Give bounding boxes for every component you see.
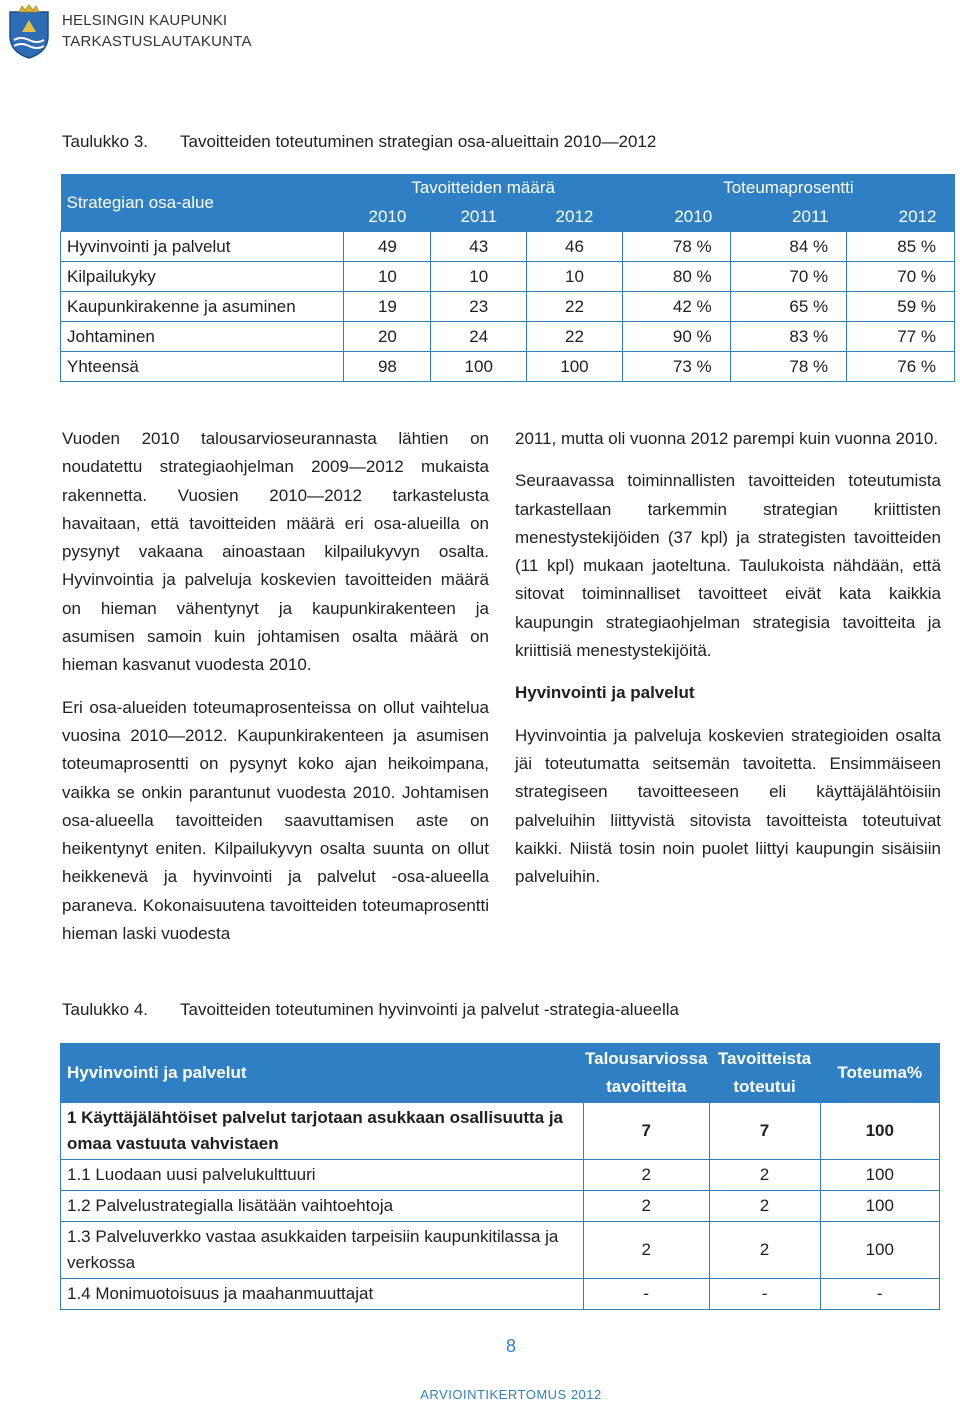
table-cell: -: [709, 1279, 820, 1310]
table-cell: 43: [431, 232, 527, 262]
table-cell: 85 %: [847, 232, 955, 262]
table-cell: 70 %: [847, 262, 955, 292]
row-label: 1.3 Palveluverkko vastaa asukkaiden tarpeisiin kaupunkitilassa ja verkossa: [61, 1222, 584, 1279]
col-realization-pct: Toteuma%: [820, 1044, 939, 1103]
table-cell: 2: [584, 1160, 710, 1191]
col-year: 2011: [792, 206, 829, 226]
table4-header-row: [61, 1044, 940, 1103]
table-row: [61, 1191, 940, 1222]
table-cell: 100: [431, 352, 527, 382]
table-cell: 19: [344, 292, 431, 322]
table3-header-row1: [61, 174, 955, 202]
table-cell: 42 %: [622, 292, 730, 322]
table-row: [61, 352, 955, 382]
col-year: 2010: [368, 206, 407, 226]
row-label: Kaupunkirakenne ja asuminen: [61, 292, 344, 322]
paragraph: 2011, mutta oli vuonna 2012 parempi kuin vuonna 2010.: [515, 429, 939, 448]
text-column-left: [62, 425, 489, 948]
row-label: Johtaminen: [61, 322, 344, 352]
paragraph: Eri osa-alueiden toteumaprosenteissa on ollut vaihtelua vuosina 2010—2012. Kaupunkirakenteen ja asumisen toteumaprosentti on pysynyt koko ajan heikoimpana, vaikka se onkin parantunut vuodesta 2010. Johtamisen osa-alueella tavoitteiden saavuttamisen aste on heikentynyt eniten. Kilpailukyvyn osalta suunta on ollut heikkenevä ja hyvinvointi ja palvelut -osa-alueella paraneva. Kokonaisuutena tavoitteiden toteumaprosentti hieman laski vuodesta: [62, 697, 489, 944]
table-cell: 100: [820, 1160, 939, 1191]
table-cell: 83 %: [730, 322, 846, 352]
table-cell: 22: [527, 292, 623, 322]
table-cell: 100: [820, 1103, 939, 1160]
table4-caption: [0, 1000, 960, 1024]
table-cell: 2: [584, 1222, 710, 1279]
page-number: 8: [505, 1336, 516, 1356]
row-label: Yhteensä: [61, 352, 344, 382]
table-cell: 98: [344, 352, 431, 382]
report-footer: ARVIOINTIKERTOMUS 2012: [420, 1387, 602, 1402]
table-row: [61, 262, 955, 292]
table-cell: 59 %: [847, 292, 955, 322]
table-cell: 65 %: [730, 292, 846, 322]
table-cell: 76 %: [847, 352, 955, 382]
col-group-goal-count: Tavoitteiden määrä: [411, 178, 555, 197]
table-cell: 7: [709, 1103, 820, 1160]
table-cell: -: [820, 1279, 939, 1310]
table4-label: Taulukko 4.: [62, 1000, 148, 1019]
city-crest-logo: [6, 4, 52, 60]
table3-caption: [0, 132, 960, 156]
table-cell: 2: [709, 1191, 820, 1222]
org-name-line1: HELSINGIN KAUPUNKI: [62, 12, 228, 29]
col-welfare-services: Hyvinvointi ja palvelut: [61, 1044, 584, 1103]
table-cell: 78 %: [730, 352, 846, 382]
table3-title: Tavoitteiden toteutuminen strategian osa-alueittain 2010—2012: [180, 132, 657, 151]
row-label: 1.2 Palvelustrategialla lisätään vaihtoehtoja: [61, 1191, 584, 1222]
table-cell: 2: [584, 1191, 710, 1222]
row-label: 1.1 Luodaan uusi palvelukulttuuri: [61, 1160, 584, 1191]
table-cell: 100: [527, 352, 623, 382]
table-cell: 100: [820, 1222, 939, 1279]
table-cell: 2: [709, 1160, 820, 1191]
col-year: 2012: [898, 206, 937, 226]
table-cell: 73 %: [622, 352, 730, 382]
col-year: 2011: [460, 206, 497, 226]
table-cell: 10: [431, 262, 527, 292]
table-cell: 10: [344, 262, 431, 292]
row-label: Kilpailukyky: [61, 262, 344, 292]
col-strategy-area: Strategian osa-alue: [66, 192, 214, 212]
section-heading: Hyvinvointi ja palvelut: [515, 683, 695, 703]
col-year: 2012: [555, 206, 594, 226]
table-cell: 46: [527, 232, 623, 262]
table-row: [61, 1222, 940, 1279]
table-cell: 90 %: [622, 322, 730, 352]
paragraph: Hyvinvointia ja palveluja koskevien strategioiden osalta jäi toteutumatta seitsemän tavoitetta. Ensimmäiseen strategiseen tavoitteeseen eli käyttäjälähtöisiin palveluihin liittyvistä sitovista tavoitteista toteutuivat kaikki. Niistä tosin noin puolet liittyi kaupungin sisäisiin palveluihin.: [515, 725, 941, 887]
table-cell: 49: [344, 232, 431, 262]
table-cell: 77 %: [847, 322, 955, 352]
table-cell: 100: [820, 1191, 939, 1222]
col-year: 2010: [674, 206, 713, 226]
table-row: [61, 1279, 940, 1310]
table3-label: Taulukko 3.: [62, 132, 148, 151]
paragraph: Vuoden 2010 talousarvioseurannasta lähtien on noudatettu strategiaohjelman 2009—2012 mukaista rakennetta. Vuosien 2010—2012 tarkastelusta havaitaan, että tavoitteiden määrä eri osa-alueilla on pysynyt vakaana ainoastaan kilpailukyvyn osalta. Hyvinvointia ja palveluja koskevien tavoitteiden määrä on hieman vähentynyt ja kaupunkirakenteen ja asumisen samoin kuin johtamisen osalta määrä on hieman kasvanut vuodesta 2010.: [62, 429, 489, 675]
table-row: [61, 1160, 940, 1191]
table-row: [61, 232, 955, 262]
table-cell: 20: [344, 322, 431, 352]
row-label: 1 Käyttäjälähtöiset palvelut tarjotaan asukkaan osallisuutta ja omaa vastuuta vahvistaen: [61, 1103, 584, 1160]
table-row: [61, 322, 955, 352]
organization-name: [62, 10, 252, 52]
table-cell: 78 %: [622, 232, 730, 262]
welfare-services-goals-table: [60, 1043, 940, 1310]
table4-title: Tavoitteiden toteutuminen hyvinvointi ja palvelut -strategia-alueella: [180, 1000, 679, 1019]
table-cell: 80 %: [622, 262, 730, 292]
org-name-line2: TARKASTUSLAUTAKUNTA: [62, 33, 252, 50]
table-cell: 24: [431, 322, 527, 352]
table-cell: 23: [431, 292, 527, 322]
col-group-realization-pct: Toteumaprosentti: [723, 178, 854, 197]
table-row: [61, 292, 955, 322]
table-cell: -: [584, 1279, 710, 1310]
row-label: Hyvinvointi ja palvelut: [61, 232, 344, 262]
table-cell: 7: [584, 1103, 710, 1160]
strategy-goals-table: [60, 174, 955, 382]
col-goals-realized: Tavoitteista toteutui: [709, 1044, 820, 1103]
text-column-right: [515, 425, 941, 891]
table-cell: 22: [527, 322, 623, 352]
col-budget-goals: Talousarviossa tavoitteita: [584, 1044, 710, 1103]
table-row: [61, 1103, 940, 1160]
table-cell: 2: [709, 1222, 820, 1279]
row-label: 1.4 Monimuotoisuus ja maahanmuuttajat: [61, 1279, 584, 1310]
table-cell: 84 %: [730, 232, 846, 262]
table-cell: 10: [527, 262, 623, 292]
table-cell: 70 %: [730, 262, 846, 292]
paragraph: Seuraavassa toiminnallisten tavoitteiden toteutumista tarkastellaan tarkemmin strategian kriittisten menestystekijöiden (37 kpl) ja strategisten tavoitteiden (11 kpl) mukaan jaoteltuna. Taulukoista nähdään, että sitovat toiminnalliset tavoitteet eivät kata kaikkia kaupungin strategiaohjelman strategisia tavoitteita ja kriittisiä menestystekijöitä.: [515, 471, 941, 661]
